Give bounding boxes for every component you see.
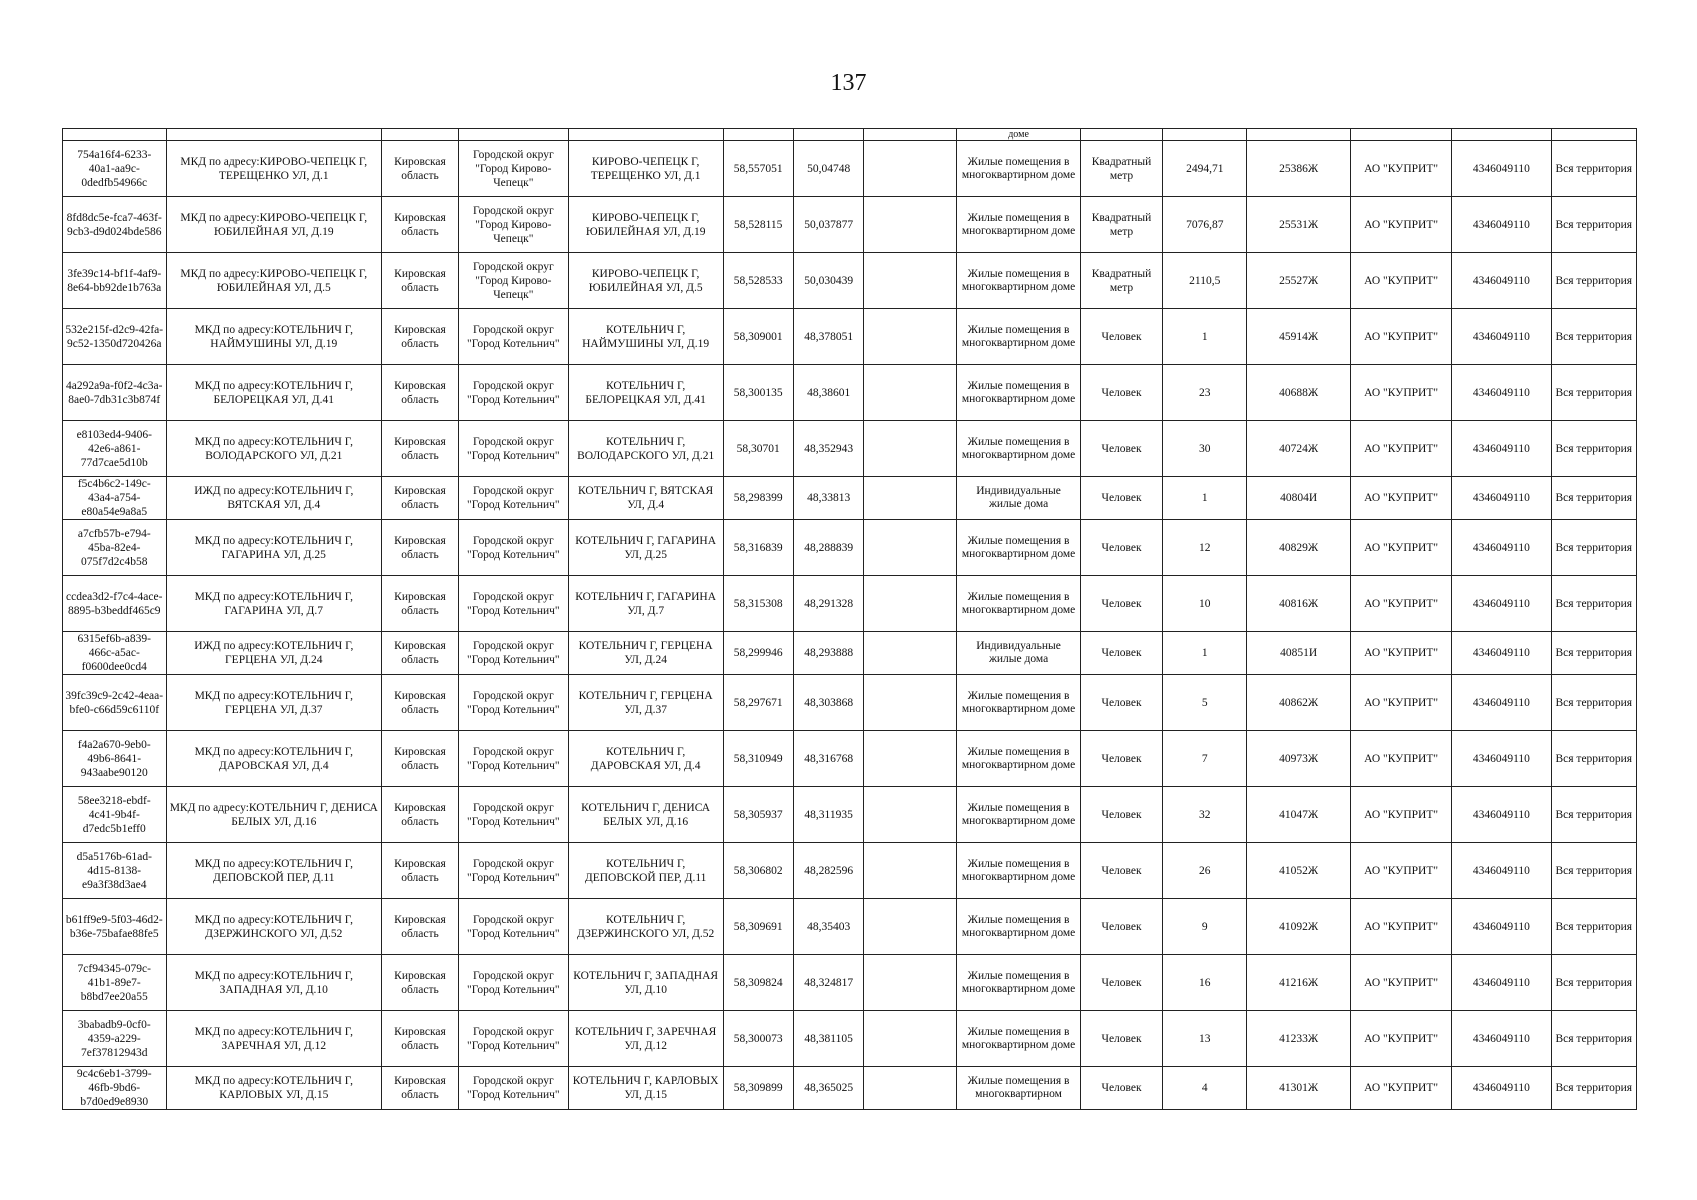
object-id-cell: 58ee3218-ebdf-4c41-9b4f-d7edc5b1eff0	[63, 787, 167, 843]
registry-body	[63, 129, 1637, 1110]
purpose-cell: Жилые помещения в многоквартирном доме	[957, 309, 1081, 365]
latitude-cell: 58,309899	[723, 1067, 793, 1110]
district-cell: Городской округ "Город Котельнич"	[458, 421, 568, 477]
purpose-cell: Жилые помещения в многоквартирном доме	[957, 675, 1081, 731]
longitude-cell: 48,291328	[793, 576, 863, 632]
amount-cell: 23	[1163, 365, 1247, 421]
longitude-cell: 50,030439	[793, 253, 863, 309]
district-cell: Городской округ "Город Котельнич"	[458, 899, 568, 955]
territory-cell: Вся территория	[1551, 309, 1636, 365]
unit-cell: Человек	[1080, 632, 1162, 675]
territory-cell: Вся территория	[1551, 1011, 1636, 1067]
object-id-cell: 7cf94345-079c-41b1-89e7-b8bd7ee20a55	[63, 955, 167, 1011]
address-cell: КОТЕЛЬНИЧ Г, ГЕРЦЕНА УЛ, Д.37	[568, 675, 723, 731]
latitude-cell: 58,528533	[723, 253, 793, 309]
latitude-cell: 58,299946	[723, 632, 793, 675]
territory-cell: Вся территория	[1551, 899, 1636, 955]
amount-cell: 1	[1163, 477, 1247, 520]
continued-purpose-cell: доме	[957, 129, 1081, 141]
inn-cell: 4346049110	[1452, 1011, 1551, 1067]
territory-cell: Вся территория	[1551, 197, 1636, 253]
district-cell: Городской округ "Город Кирово-Чепецк"	[458, 141, 568, 197]
address-cell: КОТЕЛЬНИЧ Г, ДЕНИСА БЕЛЫХ УЛ, Д.16	[568, 787, 723, 843]
purpose-cell: Жилые помещения в многоквартирном доме	[957, 197, 1081, 253]
organization-cell: АО "КУПРИТ"	[1350, 955, 1451, 1011]
code-cell: 25386Ж	[1247, 141, 1351, 197]
longitude-cell: 48,303868	[793, 675, 863, 731]
latitude-cell: 58,297671	[723, 675, 793, 731]
object-name-cell: МКД по адресу:КОТЕЛЬНИЧ Г, ДАРОВСКАЯ УЛ, Д.4	[166, 731, 382, 787]
district-cell: Городской округ "Город Котельнич"	[458, 520, 568, 576]
region-cell: Кировская область	[382, 309, 459, 365]
table-row	[63, 520, 1637, 576]
table-row	[63, 253, 1637, 309]
latitude-cell: 58,298399	[723, 477, 793, 520]
object-name-cell: МКД по адресу:КОТЕЛЬНИЧ Г, ГАГАРИНА УЛ, Д.7	[166, 576, 382, 632]
purpose-cell: Жилые помещения в многоквартирном доме	[957, 141, 1081, 197]
address-cell: КИРОВО-ЧЕПЕЦК Г, ЮБИЛЕЙНАЯ УЛ, Д.5	[568, 253, 723, 309]
unit-cell: Человек	[1080, 1011, 1162, 1067]
inn-cell: 4346049110	[1452, 955, 1551, 1011]
longitude-cell: 50,04748	[793, 141, 863, 197]
territory-cell: Вся территория	[1551, 787, 1636, 843]
purpose-cell: Жилые помещения в многоквартирном доме	[957, 365, 1081, 421]
amount-cell: 4	[1163, 1067, 1247, 1110]
organization-cell: АО "КУПРИТ"	[1350, 365, 1451, 421]
organization-cell: АО "КУПРИТ"	[1350, 520, 1451, 576]
object-name-cell: ИЖД по адресу:КОТЕЛЬНИЧ Г, ВЯТСКАЯ УЛ, Д.4	[166, 477, 382, 520]
unit-cell: Человек	[1080, 477, 1162, 520]
address-cell: КОТЕЛЬНИЧ Г, ДАРОВСКАЯ УЛ, Д.4	[568, 731, 723, 787]
longitude-cell: 48,311935	[793, 787, 863, 843]
organization-cell: АО "КУПРИТ"	[1350, 253, 1451, 309]
inn-cell: 4346049110	[1452, 1067, 1551, 1110]
code-cell: 40973Ж	[1247, 731, 1351, 787]
address-cell: КОТЕЛЬНИЧ Г, ГАГАРИНА УЛ, Д.7	[568, 576, 723, 632]
unit-cell: Человек	[1080, 520, 1162, 576]
district-cell: Городской округ "Город Котельнич"	[458, 309, 568, 365]
organization-cell: АО "КУПРИТ"	[1350, 731, 1451, 787]
region-cell: Кировская область	[382, 477, 459, 520]
territory-cell: Вся территория	[1551, 365, 1636, 421]
region-cell: Кировская область	[382, 421, 459, 477]
purpose-cell: Жилые помещения в многоквартирном доме	[957, 1011, 1081, 1067]
unit-cell: Человек	[1080, 787, 1162, 843]
purpose-cell: Жилые помещения в многоквартирном доме	[957, 955, 1081, 1011]
amount-cell: 1	[1163, 309, 1247, 365]
latitude-cell: 58,316839	[723, 520, 793, 576]
region-cell: Кировская область	[382, 787, 459, 843]
district-cell: Городской округ "Город Котельнич"	[458, 1067, 568, 1110]
organization-cell: АО "КУПРИТ"	[1350, 141, 1451, 197]
inn-cell: 4346049110	[1452, 576, 1551, 632]
object-id-cell: 3babadb9-0cf0-4359-a229-7ef37812943d	[63, 1011, 167, 1067]
empty-cell	[864, 731, 957, 787]
code-cell: 40688Ж	[1247, 365, 1351, 421]
territory-cell: Вся территория	[1551, 632, 1636, 675]
code-cell: 41092Ж	[1247, 899, 1351, 955]
longitude-cell: 48,381105	[793, 1011, 863, 1067]
address-cell: КОТЕЛЬНИЧ Г, ЗАРЕЧНАЯ УЛ, Д.12	[568, 1011, 723, 1067]
code-cell: 40724Ж	[1247, 421, 1351, 477]
table-row	[63, 197, 1637, 253]
unit-cell: Человек	[1080, 1067, 1162, 1110]
territory-cell: Вся территория	[1551, 421, 1636, 477]
longitude-cell: 48,293888	[793, 632, 863, 675]
object-id-cell: 532e215f-d2c9-42fa-9c52-1350d720426a	[63, 309, 167, 365]
region-cell: Кировская область	[382, 1011, 459, 1067]
district-cell: Городской округ "Город Кирово-Чепецк"	[458, 253, 568, 309]
purpose-cell: Жилые помещения в многоквартирном доме	[957, 899, 1081, 955]
latitude-cell: 58,528115	[723, 197, 793, 253]
inn-cell: 4346049110	[1452, 197, 1551, 253]
address-cell: КОТЕЛЬНИЧ Г, ДЕПОВСКОЙ ПЕР, Д.11	[568, 843, 723, 899]
empty-cell	[864, 309, 957, 365]
amount-cell: 12	[1163, 520, 1247, 576]
purpose-cell: Жилые помещения в многоквартирном доме	[957, 843, 1081, 899]
unit-cell: Человек	[1080, 309, 1162, 365]
object-name-cell: МКД по адресу:КОТЕЛЬНИЧ Г, БЕЛОРЕЦКАЯ УЛ, Д.41	[166, 365, 382, 421]
district-cell: Городской округ "Город Котельнич"	[458, 731, 568, 787]
amount-cell: 2110,5	[1163, 253, 1247, 309]
object-id-cell: 754a16f4-6233-40a1-aa9c-0dedfb54966c	[63, 141, 167, 197]
latitude-cell: 58,300073	[723, 1011, 793, 1067]
object-id-cell: 39fc39c9-2c42-4eaa-bfe0-c66d59c6110f	[63, 675, 167, 731]
inn-cell: 4346049110	[1452, 520, 1551, 576]
territory-cell: Вся территория	[1551, 731, 1636, 787]
latitude-cell: 58,30701	[723, 421, 793, 477]
code-cell: 40851И	[1247, 632, 1351, 675]
amount-cell: 26	[1163, 843, 1247, 899]
longitude-cell: 48,288839	[793, 520, 863, 576]
table-row	[63, 1011, 1637, 1067]
district-cell: Городской округ "Город Котельнич"	[458, 477, 568, 520]
empty-cell	[864, 477, 957, 520]
address-cell: КОТЕЛЬНИЧ Г, НАЙМУШИНЫ УЛ, Д.19	[568, 309, 723, 365]
code-cell: 25531Ж	[1247, 197, 1351, 253]
district-cell: Городской округ "Город Котельнич"	[458, 365, 568, 421]
organization-cell: АО "КУПРИТ"	[1350, 309, 1451, 365]
object-name-cell: МКД по адресу:КИРОВО-ЧЕПЕЦК Г, ЮБИЛЕЙНАЯ УЛ, Д.5	[166, 253, 382, 309]
inn-cell: 4346049110	[1452, 253, 1551, 309]
region-cell: Кировская область	[382, 141, 459, 197]
code-cell: 45914Ж	[1247, 309, 1351, 365]
longitude-cell: 48,33813	[793, 477, 863, 520]
organization-cell: АО "КУПРИТ"	[1350, 675, 1451, 731]
region-cell: Кировская область	[382, 253, 459, 309]
table-row	[63, 843, 1637, 899]
empty-cell	[864, 1011, 957, 1067]
longitude-cell: 48,35403	[793, 899, 863, 955]
table-row	[63, 309, 1637, 365]
table-row	[63, 899, 1637, 955]
object-id-cell: 3fe39c14-bf1f-4af9-8e64-bb92de1b763a	[63, 253, 167, 309]
address-cell: КОТЕЛЬНИЧ Г, БЕЛОРЕЦКАЯ УЛ, Д.41	[568, 365, 723, 421]
latitude-cell: 58,309001	[723, 309, 793, 365]
table-row	[63, 141, 1637, 197]
empty-cell	[864, 253, 957, 309]
latitude-cell: 58,557051	[723, 141, 793, 197]
address-cell: КИРОВО-ЧЕПЕЦК Г, ЮБИЛЕЙНАЯ УЛ, Д.19	[568, 197, 723, 253]
latitude-cell: 58,309691	[723, 899, 793, 955]
organization-cell: АО "КУПРИТ"	[1350, 197, 1451, 253]
object-id-cell: 6315ef6b-a839-466c-a5ac-f0600dee0cd4	[63, 632, 167, 675]
address-cell: КИРОВО-ЧЕПЕЦК Г, ТЕРЕЩЕНКО УЛ, Д.1	[568, 141, 723, 197]
territory-cell: Вся территория	[1551, 675, 1636, 731]
region-cell: Кировская область	[382, 197, 459, 253]
inn-cell: 4346049110	[1452, 632, 1551, 675]
organization-cell: АО "КУПРИТ"	[1350, 1067, 1451, 1110]
territory-cell: Вся территория	[1551, 141, 1636, 197]
table-row	[63, 477, 1637, 520]
table-row	[63, 955, 1637, 1011]
object-name-cell: МКД по адресу:КОТЕЛЬНИЧ Г, ЗАПАДНАЯ УЛ, Д.10	[166, 955, 382, 1011]
amount-cell: 1	[1163, 632, 1247, 675]
organization-cell: АО "КУПРИТ"	[1350, 899, 1451, 955]
region-cell: Кировская область	[382, 520, 459, 576]
table-row	[63, 731, 1637, 787]
territory-cell: Вся территория	[1551, 843, 1636, 899]
unit-cell: Человек	[1080, 576, 1162, 632]
table-row	[63, 365, 1637, 421]
table-row	[63, 1067, 1637, 1110]
longitude-cell: 48,378051	[793, 309, 863, 365]
purpose-cell: Жилые помещения в многоквартирном доме	[957, 253, 1081, 309]
territory-cell: Вся территория	[1551, 576, 1636, 632]
code-cell: 40816Ж	[1247, 576, 1351, 632]
region-cell: Кировская область	[382, 576, 459, 632]
region-cell: Кировская область	[382, 1067, 459, 1110]
object-name-cell: МКД по адресу:КОТЕЛЬНИЧ Г, КАРЛОВЫХ УЛ, Д.15	[166, 1067, 382, 1110]
unit-cell: Человек	[1080, 421, 1162, 477]
empty-cell	[864, 955, 957, 1011]
amount-cell: 32	[1163, 787, 1247, 843]
table-row	[63, 576, 1637, 632]
longitude-cell: 48,38601	[793, 365, 863, 421]
address-cell: КОТЕЛЬНИЧ Г, ЗАПАДНАЯ УЛ, Д.10	[568, 955, 723, 1011]
purpose-cell: Жилые помещения в многоквартирном доме	[957, 576, 1081, 632]
latitude-cell: 58,306802	[723, 843, 793, 899]
page-number: 137	[830, 70, 867, 96]
object-name-cell: МКД по адресу:КОТЕЛЬНИЧ Г, ЗАРЕЧНАЯ УЛ, Д.12	[166, 1011, 382, 1067]
amount-cell: 7076,87	[1163, 197, 1247, 253]
empty-cell	[864, 899, 957, 955]
district-cell: Городской округ "Город Котельнич"	[458, 787, 568, 843]
table-row	[63, 787, 1637, 843]
object-name-cell: МКД по адресу:КОТЕЛЬНИЧ Г, ДЕНИСА БЕЛЫХ УЛ, Д.16	[166, 787, 382, 843]
territory-cell: Вся территория	[1551, 1067, 1636, 1110]
longitude-cell: 48,316768	[793, 731, 863, 787]
organization-cell: АО "КУПРИТ"	[1350, 477, 1451, 520]
region-cell: Кировская область	[382, 843, 459, 899]
empty-cell	[864, 576, 957, 632]
purpose-cell: Индивидуальные жилые дома	[957, 477, 1081, 520]
district-cell: Городской округ "Город Котельнич"	[458, 632, 568, 675]
region-cell: Кировская область	[382, 899, 459, 955]
organization-cell: АО "КУПРИТ"	[1350, 787, 1451, 843]
object-name-cell: МКД по адресу:КИРОВО-ЧЕПЕЦК Г, ТЕРЕЩЕНКО УЛ, Д.1	[166, 141, 382, 197]
object-id-cell: ccdea3d2-f7c4-4ace-8895-b3beddf465c9	[63, 576, 167, 632]
code-cell: 41052Ж	[1247, 843, 1351, 899]
code-cell: 41047Ж	[1247, 787, 1351, 843]
unit-cell: Человек	[1080, 955, 1162, 1011]
purpose-cell: Жилые помещения в многоквартирном доме	[957, 520, 1081, 576]
inn-cell: 4346049110	[1452, 309, 1551, 365]
inn-cell: 4346049110	[1452, 421, 1551, 477]
unit-cell: Человек	[1080, 843, 1162, 899]
region-cell: Кировская область	[382, 731, 459, 787]
latitude-cell: 58,300135	[723, 365, 793, 421]
inn-cell: 4346049110	[1452, 787, 1551, 843]
inn-cell: 4346049110	[1452, 899, 1551, 955]
amount-cell: 10	[1163, 576, 1247, 632]
district-cell: Городской округ "Город Котельнич"	[458, 843, 568, 899]
object-id-cell: e8103ed4-9406-42e6-a861-77d7cae5d10b	[63, 421, 167, 477]
amount-cell: 5	[1163, 675, 1247, 731]
territory-cell: Вся территория	[1551, 955, 1636, 1011]
object-id-cell: b61ff9e9-5f03-46d2-b36e-75bafae88fe5	[63, 899, 167, 955]
territory-cell: Вся территория	[1551, 477, 1636, 520]
object-id-cell: a7cfb57b-e794-45ba-82e4-075f7d2c4b58	[63, 520, 167, 576]
empty-cell	[864, 421, 957, 477]
district-cell: Городской округ "Город Котельнич"	[458, 675, 568, 731]
object-name-cell: МКД по адресу:КОТЕЛЬНИЧ Г, ГАГАРИНА УЛ, Д.25	[166, 520, 382, 576]
region-cell: Кировская область	[382, 365, 459, 421]
amount-cell: 2494,71	[1163, 141, 1247, 197]
district-cell: Городской округ "Город Кирово-Чепецк"	[458, 197, 568, 253]
code-cell: 40862Ж	[1247, 675, 1351, 731]
continued-row	[63, 129, 1637, 141]
purpose-cell: Жилые помещения в многоквартирном доме	[957, 731, 1081, 787]
inn-cell: 4346049110	[1452, 477, 1551, 520]
address-cell: КОТЕЛЬНИЧ Г, ГЕРЦЕНА УЛ, Д.24	[568, 632, 723, 675]
empty-cell	[864, 843, 957, 899]
object-name-cell: МКД по адресу:КОТЕЛЬНИЧ Г, ВОЛОДАРСКОГО УЛ, Д.21	[166, 421, 382, 477]
address-cell: КОТЕЛЬНИЧ Г, ВОЛОДАРСКОГО УЛ, Д.21	[568, 421, 723, 477]
territory-cell: Вся территория	[1551, 253, 1636, 309]
table-row	[63, 421, 1637, 477]
table-row	[63, 675, 1637, 731]
table-row	[63, 632, 1637, 675]
longitude-cell: 48,282596	[793, 843, 863, 899]
purpose-cell: Индивидуальные жилые дома	[957, 632, 1081, 675]
organization-cell: АО "КУПРИТ"	[1350, 1011, 1451, 1067]
code-cell: 41216Ж	[1247, 955, 1351, 1011]
empty-cell	[864, 197, 957, 253]
object-name-cell: МКД по адресу:КОТЕЛЬНИЧ Г, ДЗЕРЖИНСКОГО УЛ, Д.52	[166, 899, 382, 955]
district-cell: Городской округ "Город Котельнич"	[458, 576, 568, 632]
object-name-cell: МКД по адресу:КИРОВО-ЧЕПЕЦК Г, ЮБИЛЕЙНАЯ УЛ, Д.19	[166, 197, 382, 253]
organization-cell: АО "КУПРИТ"	[1350, 576, 1451, 632]
address-cell: КОТЕЛЬНИЧ Г, КАРЛОВЫХ УЛ, Д.15	[568, 1067, 723, 1110]
purpose-cell: Жилые помещения в многоквартирном	[957, 1067, 1081, 1110]
empty-cell	[864, 520, 957, 576]
longitude-cell: 48,324817	[793, 955, 863, 1011]
code-cell: 41233Ж	[1247, 1011, 1351, 1067]
amount-cell: 30	[1163, 421, 1247, 477]
code-cell: 40829Ж	[1247, 520, 1351, 576]
object-id-cell: d5a5176b-61ad-4d15-8138-e9a3f38d3ae4	[63, 843, 167, 899]
code-cell: 40804И	[1247, 477, 1351, 520]
territory-cell: Вся территория	[1551, 520, 1636, 576]
latitude-cell: 58,309824	[723, 955, 793, 1011]
organization-cell: АО "КУПРИТ"	[1350, 843, 1451, 899]
inn-cell: 4346049110	[1452, 843, 1551, 899]
object-name-cell: МКД по адресу:КОТЕЛЬНИЧ Г, НАЙМУШИНЫ УЛ, Д.19	[166, 309, 382, 365]
object-id-cell: 9c4c6eb1-3799-46fb-9bd6-b7d0ed9e8930	[63, 1067, 167, 1110]
unit-cell: Квадратный метр	[1080, 141, 1162, 197]
latitude-cell: 58,315308	[723, 576, 793, 632]
latitude-cell: 58,310949	[723, 731, 793, 787]
unit-cell: Квадратный метр	[1080, 253, 1162, 309]
amount-cell: 13	[1163, 1011, 1247, 1067]
organization-cell: АО "КУПРИТ"	[1350, 632, 1451, 675]
empty-cell	[864, 632, 957, 675]
district-cell: Городской округ "Город Котельнич"	[458, 1011, 568, 1067]
purpose-cell: Жилые помещения в многоквартирном доме	[957, 421, 1081, 477]
code-cell: 25527Ж	[1247, 253, 1351, 309]
district-cell: Городской округ "Город Котельнич"	[458, 955, 568, 1011]
unit-cell: Человек	[1080, 365, 1162, 421]
region-cell: Кировская область	[382, 955, 459, 1011]
unit-cell: Человек	[1080, 899, 1162, 955]
registry-table	[62, 128, 1637, 1110]
empty-cell	[864, 141, 957, 197]
object-name-cell: МКД по адресу:КОТЕЛЬНИЧ Г, ГЕРЦЕНА УЛ, Д.37	[166, 675, 382, 731]
organization-cell: АО "КУПРИТ"	[1350, 421, 1451, 477]
address-cell: КОТЕЛЬНИЧ Г, ГАГАРИНА УЛ, Д.25	[568, 520, 723, 576]
amount-cell: 7	[1163, 731, 1247, 787]
empty-cell	[864, 1067, 957, 1110]
longitude-cell: 48,352943	[793, 421, 863, 477]
purpose-cell: Жилые помещения в многоквартирном доме	[957, 787, 1081, 843]
address-cell: КОТЕЛЬНИЧ Г, ДЗЕРЖИНСКОГО УЛ, Д.52	[568, 899, 723, 955]
amount-cell: 16	[1163, 955, 1247, 1011]
object-name-cell: МКД по адресу:КОТЕЛЬНИЧ Г, ДЕПОВСКОЙ ПЕР, Д.11	[166, 843, 382, 899]
inn-cell: 4346049110	[1452, 141, 1551, 197]
unit-cell: Человек	[1080, 731, 1162, 787]
region-cell: Кировская область	[382, 675, 459, 731]
unit-cell: Человек	[1080, 675, 1162, 731]
object-id-cell: f4a2a670-9eb0-49b6-8641-943aabe90120	[63, 731, 167, 787]
amount-cell: 9	[1163, 899, 1247, 955]
unit-cell: Квадратный метр	[1080, 197, 1162, 253]
longitude-cell: 48,365025	[793, 1067, 863, 1110]
inn-cell: 4346049110	[1452, 365, 1551, 421]
latitude-cell: 58,305937	[723, 787, 793, 843]
longitude-cell: 50,037877	[793, 197, 863, 253]
empty-cell	[864, 675, 957, 731]
address-cell: КОТЕЛЬНИЧ Г, ВЯТСКАЯ УЛ, Д.4	[568, 477, 723, 520]
object-id-cell: 8fd8dc5e-fca7-463f-9cb3-d9d024bde586	[63, 197, 167, 253]
inn-cell: 4346049110	[1452, 675, 1551, 731]
object-id-cell: 4a292a9a-f0f2-4c3a-8ae0-7db31c3b874f	[63, 365, 167, 421]
inn-cell: 4346049110	[1452, 731, 1551, 787]
region-cell: Кировская область	[382, 632, 459, 675]
code-cell: 41301Ж	[1247, 1067, 1351, 1110]
empty-cell	[864, 365, 957, 421]
object-id-cell: f5c4b6c2-149c-43a4-a754-e80a54e9a8a5	[63, 477, 167, 520]
empty-cell	[864, 787, 957, 843]
object-name-cell: ИЖД по адресу:КОТЕЛЬНИЧ Г, ГЕРЦЕНА УЛ, Д.24	[166, 632, 382, 675]
